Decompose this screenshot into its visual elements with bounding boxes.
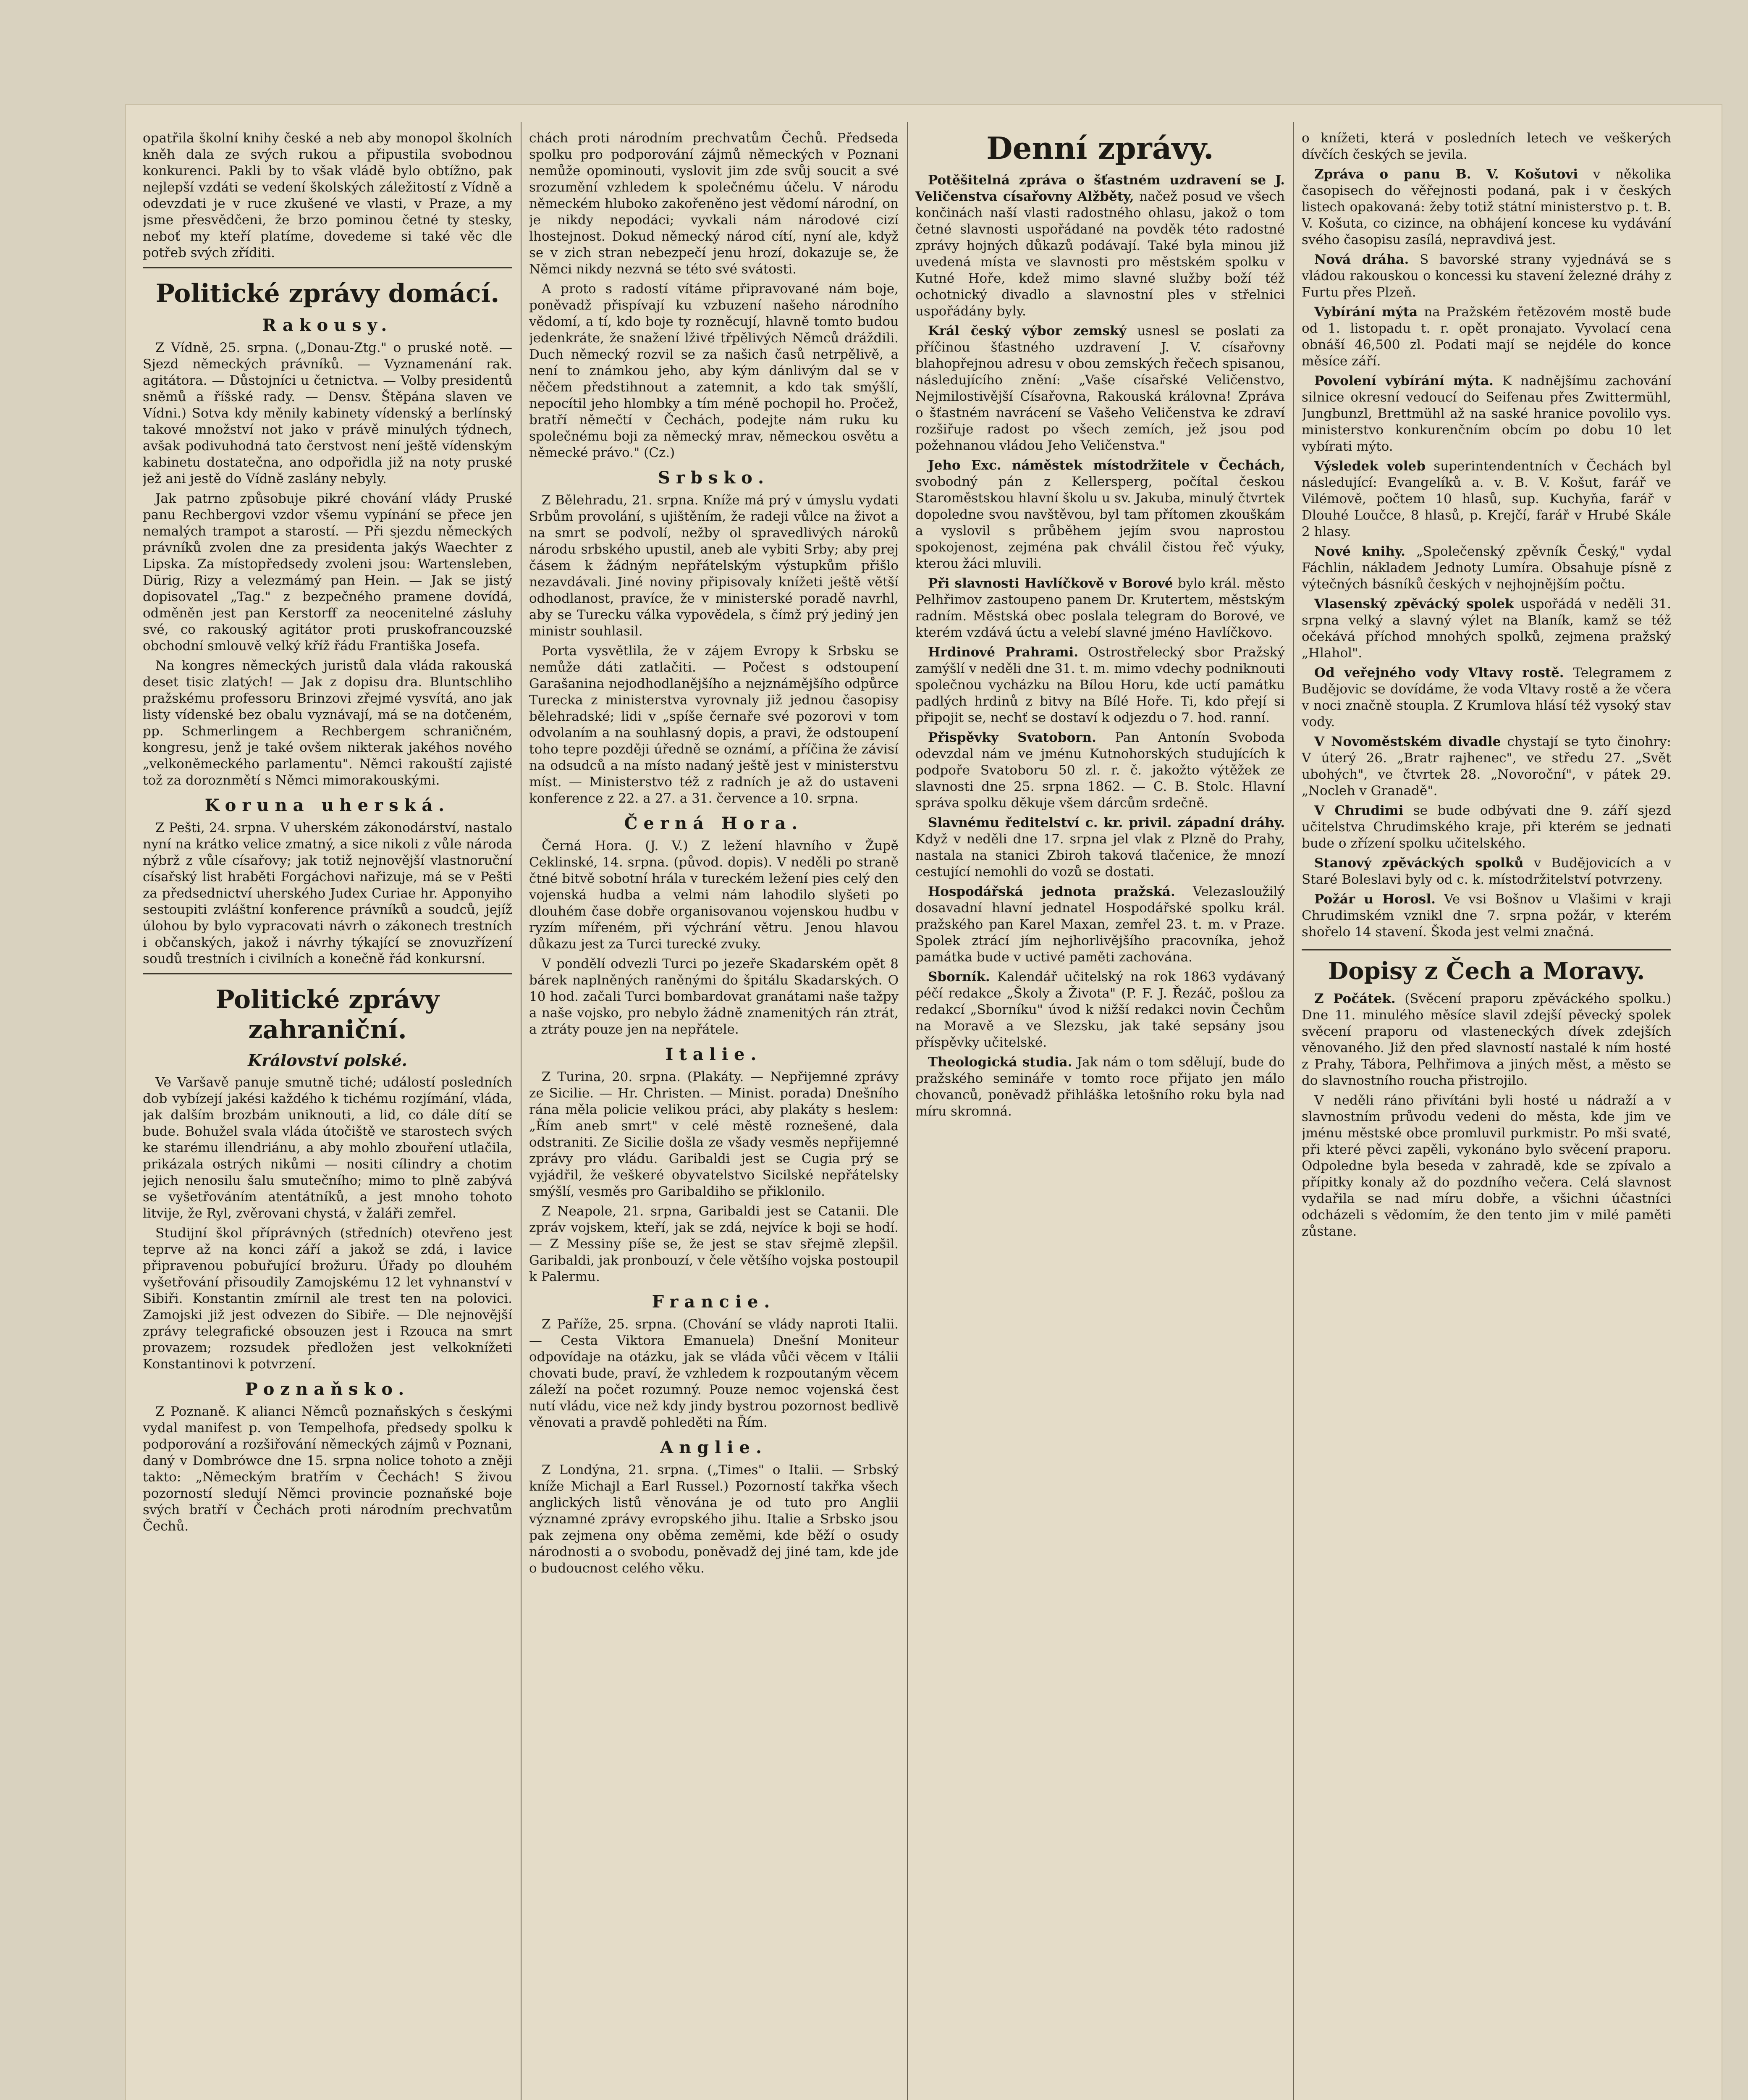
- news-body: usnesl se poslati za příčinou šťastného uzdravení J. V. císařovny blahopřejnou adresu v obou zemských řečech spisanou, následujícího znění: „Vaše císařské Veličenstvo, Nejmilostivější Císařovna, Rakouská královna! Zpráva o šťastném navrácení se Vašeho Veličenstva ke zdraví rozšiřuje radost po všech zemích, jež jsou pod požehnanou vládou Jeho Veličenstva.": [915, 323, 1285, 453]
- news-title: Jeho Exc. náměstek místodržitele v Čechách,: [928, 458, 1285, 473]
- heading-daily-news: Denní zprávy.: [986, 130, 1214, 166]
- news-title: Zpráva o panu B. V. Košutovi: [1314, 167, 1578, 182]
- news-title: Nová dráha.: [1314, 252, 1409, 267]
- news-body: svobodný pán z Kellersperg, počítal českou Staroměstskou hlavní školu u sv. Jakuba, minulý čtvrtek dopoledne svou navštěvou, byl tam přítomen zkouškám a vyslovil s průběhem jejím svou naprostou spokojenost, zejména pak chválil čistou řeč výuky, kterou žáci mluvili.: [915, 474, 1285, 571]
- news-title: Slavnému ředitelství c. kr. privil. západní dráhy.: [928, 815, 1285, 830]
- heading-italy: Italie.: [665, 1045, 763, 1064]
- news-body: K nadnějšímu zachování silnice okresní vedoucí do Seifenau přes Zwittermühl, Jungbunzl, Brettmühl až na saské hranice povolilo vys. ministerstvo konkurenčním obcím po dobu 10 let vybírati mýto.: [1302, 373, 1671, 454]
- news-body: bylo král. město Pelhřimov zastoupeno panem Dr. Krutertem, městským radním. Městská obec poslala telegram do Borové, ve kterém vzdává úctu a velebí slavné jméno Havlíčkovo.: [915, 576, 1285, 640]
- heading-france: Francie.: [652, 1292, 776, 1312]
- news-title: Hospodářská jednota pražská.: [928, 884, 1175, 899]
- column-4: [1302, 130, 1671, 2100]
- column-3: [915, 130, 1285, 2100]
- article-paragraph: Na kongres německých juristů dala vláda rakouská deset tisic zlatých! — Jak z dopisu dra. Bluntschliho pražskému professoru Brinzovi zřejmé vysvítá, ano jak listy vídenské bez obalu vyznávají, má se na dotčeném, pp. Schmerlingem a Rechbergem schraničném, kongresu, jenž je také ovšem nikterak jakéhos nového „velkoněmeckého parlamentu". Němci rakouští zajisté tož za doroznmětí s Němci mimorakouskými.: [143, 658, 512, 788]
- article-paragraph: Z Pešti, 24. srpna. V uherském zákonodárství, nastalo nyní na krátko velice zmatný, a sice nikoli z vůle národa nýbrž z vůle císařovy; jak totiž nejnovější vlastnoruční císařský list hraběti Forgáchovi nařizuje, má se v Pešti za předsednictví uherského Judex Curiae hr. Apponyiho sestoupiti zvláštní konference právníků a soudců, jejíž úlohou by bylo vypracovati návrh o zákonech trestních i občanských, jakož i návrhy týkající se znovuzřízení soudů trestních i civilních a konečně řád konkursní.: [143, 820, 512, 966]
- newspaper-page: [126, 105, 1722, 2100]
- letter-body: (Svěcení praporu zpěváckého spolku.) Dne 11. minulého měsíce slavil zdejší pěvecký spolek svěcení praporu od vlasteneckých dívek zdejších věnovaného. Již den před slavností nastalé k ním hosté z Prahy, Tábora, Pelhřimova a jiných měst, a město se do slavnostního roucha přistrojilo.: [1302, 991, 1671, 1088]
- intro-paragraph: opatřila školní knihy české a neb aby monopol školních kněh dala ze svých rukou a připustila svobodnou konkurenci. Pakli by to však vládě bylo obtížno, pak nejlepší vzdáti se vedení školských záležitostí z Vídně a odevzdati je v ruce zkušené ve vlasti, v Praze, a my jsme přesvědčeni, že brzo pominou četné ty stesky, neboť my kteří platíme, dovedeme si také věc dle potřeb svých zříditi.: [143, 131, 512, 260]
- article-paragraph: Ve Varšavě panuje smutně tiché; událostí posledních dob vybízejí jakési každého k tichému rozjímání, vláda, jak dalším brozbám uniknouti, a lid, co dále dítí se bude. Bohužel svala vláda útočiště ve starostech svých ke starému illendriánu, a aby mohlo zbouření utlačila, prikázala ostrých nikůmi — nositi cílindry a chotim jejich nenosilu šalu smutečního; mimo to plně zabývá se vyšetřováním atentátníků, a jest mnoho tohoto litvije, že Ryl, zvěrovani chystá, v žaláři zemřel.: [143, 1075, 512, 1221]
- news-body: Velezasloužilý dosavadní hlavní jednatel Hospodářské spolku král. pražského pan Karel Maxan, zemřel 23. t. m. v Praze. Spolek ztrácí jím nejhorlivějšího pracovníka, jehož památka bude v uctivé paměti zachována.: [915, 884, 1285, 965]
- column-rule: [521, 122, 522, 2100]
- news-body: v několika časopisech do věřejnosti podaná, pak i v českých listech opakovaná: žeby totiž státní ministerstvo p. t. B. V. Košuta, co cizince, na obhájení koncese ku vydávání svého časopisu zasílá, nepravdivá jest.: [1302, 167, 1671, 247]
- article-paragraph: Z Turina, 20. srpna. (Plakáty. — Nepřijemné zprávy ze Sicilie. — Hr. Christen. — Minist. porada) Dnešního rána měla policie velikou práci, aby plakáty s heslem: „Řím aneb smrt" v celé městě roznešené, dala odstraniti. Ze Sicilie došla ze všady vesměs nepřijemné zprávy pro vládu. Garibaldi jest se Cugia prý se vyjádřil, že veškeré obyvatelstvo Sicilské nepřátelsky smýšlí, vesměs pro Garibaldiho se přiklonilo.: [529, 1069, 899, 1199]
- article-paragraph: Z Poznaně. K alianci Němců poznaňských s českými vydal manifest p. von Tempelhofa, předsedy spolku k podporování a rozšiřování německých zájmů v Poznani, daný v Dombrówce dne 15. srpna nolice tohoto a zněji takto: „Německým bratřím v Čechách! S živou pozorností sledují Němci provincie poznaňské boje svých bratří v Čechách proti národním prechvatům Čechů.: [143, 1404, 512, 1534]
- heading-montenegro: Černá Hora.: [624, 814, 804, 833]
- heading-hungary: Koruna uherská.: [204, 795, 451, 815]
- article-paragraph: Černá Hora. (J. V.) Z ležení hlavního v Župě Ceklinské, 14. srpna. (původ. dopis). V neděli po straně čtné bitvě sobotní hrála v tureckém ležení pies celý den vojenská hudba a velmi nám lahodilo slyšeti po dlouhém čase dobře organisovanou vojenskou hudbu v ryzím mířeném, při výchrání větru. Jenou hlavou důkazu jest za Turci turecké zvuky.: [529, 838, 899, 952]
- news-body: Jak nám o tom sdělují, bude do pražského semináře v tomto roce přijato jen málo chovanců, poněvadž přihláška letošního roku byla nad míru skromná.: [915, 1055, 1285, 1119]
- letter-title: Z Počátek.: [1314, 991, 1396, 1006]
- news-body: Ve vsi Bošnov u Vlašimi v kraji Chrudimském vznikl dne 7. srpna požár, v kterém shořelo 14 stavení. Škoda jest velmi značná.: [1302, 892, 1671, 940]
- news-body: Pan Antonín Svoboda odevzdal nám ve jménu Kutnohorských studujících k podpoře Svatoboru 50 zl. r. č. jakožto výtěžek ze slavnosti dne 25. srpna 1862. — C. B. Stolc. Hlavní správa spolku děkuje všem dárcům srdečně.: [915, 730, 1285, 811]
- news-title: Vlasenský zpěvácký spolek: [1314, 596, 1514, 612]
- news-title: Od veřejného vody Vltavy rostě.: [1314, 665, 1564, 680]
- article-paragraph: Z Bělehradu, 21. srpna. Kníže má prý v úmyslu vydati Srbům provolání, s ujištěním, že radeji vůlce na život a na smrt se podvolí, nežby ol spravedlivých nároků národu srbského upustil, aneb ale vybiti Srby; aby prej čásem k žádným nepřátelským výstupkům přišlo nezavdávali. Jiné noviny připisovaly knížeti ještě větší odhodlanost, pravíce, že v ministerské poradě navrhl, aby se Turecku válka vypovědela, s čímž prý jediný jen ministr souhlasil.: [529, 493, 899, 639]
- article-paragraph: Jak patrno způsobuje pikré chování vlády Pruské panu Rechbergovi vzdor všemu vypínání se přece jen nemalých trampot a starostí. — Při sjezdu německých právníků zvolen dne za presidenta jakýs Waechter z Lipska. Za místopředsedy zvoleni jsou: Wartensleben, Dürig, Rizy a velezmámý pan Hein. — Jak se jistý dopisovatel „Tag." z bezpečného pramene dovídá, odměněn jest pan Kerstorff za neocenitelné zásluhy své, co rakouský agitátor proti pruskofrancouzské obchodní smlouvě velký kříž řádu Františka Josefa.: [143, 491, 512, 654]
- news-body: „Společenský zpěvník Český," vydal Fáchlin, nákladem Jednoty Lumíra. Obsahuje písně z výtečných básníků českých v nejhojnějším počtu.: [1302, 544, 1671, 592]
- news-body: se bude odbývati dne 9. září sjezd učitelstva Chrudimského kraje, při kterém se jednati bude o zřízení spolku učitelského.: [1302, 803, 1671, 851]
- news-title: V Novoměstském divadle: [1314, 734, 1501, 749]
- news-title: V Chrudimi: [1314, 803, 1404, 818]
- news-body: S bavorské strany vyjednává se s vládou rakouskou o koncessi ku stavení železné dráhy z Furtu přes Plzeň.: [1302, 252, 1671, 300]
- news-title: Požár u Horosl.: [1314, 892, 1436, 907]
- news-title: Vybírání mýta: [1314, 304, 1418, 320]
- news-body: chystají se tyto činohry: V úterý 26. „Bratr rajhenec", ve středu 27. „Svět ubohých", ve čtvrtek 28. „Novoroční", v pátek 29. „Nocleh v Granadě".: [1302, 734, 1671, 798]
- news-title: Výsledek voleb: [1314, 459, 1426, 474]
- news-title: Nové knihy.: [1314, 544, 1405, 559]
- heading-posnania: Poznaňsko.: [245, 1379, 410, 1399]
- article-paragraph: A proto s radostí vítáme připravované nám boje, poněvadž přispívají ku vzbuzení našeho národního vědomí, a tí, kdo boje ty rozněcují, hlavně tomto budou jedenkráte, že snažení lživé třpělivých Němců dráždili. Duch německý rozvil se za našich časů netrpělivě, a není to známkou jeho, aby kým dánlivým dal se v něčem předstihnout a zatemnit, a kdo tak smýšlí, nepocítil jeho hlombky a tím méně pochopil ho. Pročež, bratří němečtí v Čechách, podejte nám ruku ku společnému boji za německý mrav, německou osvětu a německé právo." (Cz.): [529, 281, 899, 460]
- news-body: Kalendář učitelský na rok 1863 vydávaný péčí redakce „Školy a Života" (P. F. J. Řezáč, pošlou za redakcí „Sborníku" úvod k nižší redakci novin Čechům na Moravě a ve Slezsku, jak také sepsány jsou příspěvky učitelské.: [915, 969, 1285, 1050]
- heading-serbia: Srbsko.: [658, 468, 770, 488]
- news-body: načež posud ve všech končinách naší vlasti radostného ohlasu, jakož o tom četné slavnosti uspořádané na povděk této radostné zprávy hojných důkazů podávají. Také byla minou již uvedená místa ve slavnosti pro městském spolku v Kutné Hoře, kdež mimo slavné služby boží též ochotnický divadlo a slavnostní ples v střelnici uspořádány byly.: [915, 189, 1285, 319]
- column-rule: [907, 122, 908, 2100]
- heading-austria: Rakousy.: [262, 315, 393, 335]
- news-body: Telegramem z Budějovic se dovídáme, že voda Vltavy rostě a že včera v noci značně stoupla. Z Krumlova hlásí též vysoký stav vody.: [1302, 665, 1671, 730]
- heading-foreign: Politické zprávy zahraniční.: [215, 985, 440, 1045]
- column-2: [529, 130, 899, 2100]
- news-title: Král český výbor zemský: [928, 323, 1127, 339]
- news-body: o knížeti, která v posledních letech ve veškerých dívčích českých se jevila.: [1302, 131, 1671, 162]
- heading-england: Anglie.: [660, 1438, 768, 1457]
- news-title: Při slavnosti Havlíčkově v Borové: [928, 576, 1173, 591]
- heading-letters: Dopisy z Čech a Moravy.: [1302, 949, 1671, 986]
- news-body: v Budějovicích a v Staré Boleslavi byly od c. k. místodržitelství potvrzeny.: [1302, 856, 1671, 887]
- news-body: superintendentních v Čechách byl následující: Evangelíků a. v. B. V. Košut, farář ve Vilémově, počtem 10 hlasů, sup. Kuchyňa, farář v Dlouhé Loučce, 8 hlasů, p. Krejčí, farář v Hrubé Skále 2 hlasy.: [1302, 459, 1671, 539]
- article-paragraph: Z Neapole, 21. srpna, Garibaldi jest se Catanii. Dle zpráv vojskem, kteří, jak se zdá, nejvíce k boji se hodí. — Z Messiny píše se, že jest se stav sřejmě zlepšil. Garibaldi, jak pronbouzí, v čele většího vojska postoupil k Palermu.: [529, 1204, 899, 1284]
- article-paragraph: Z Vídně, 25. srpna. („Donau-Ztg." o pruské notě. — Sjezd německých právníků. — Vyznamenání rak. agitátora. — Důstojníci u četnictva. — Volby presidentů sněmů a říšské rady. — Densv. Štěpána slaven ve Vídni.) Sotva kdy měnily kabinety vídenský a berlínský takové množství not jako v právě minulých týdnech, avšak podivuhodná tato čerstvost není ještě vídenským kabinetu dostatečna, ano odpořidla již na noty pruské jež ani jestě do Vídně zaslány nebyly.: [143, 340, 512, 486]
- news-body: Když v neděli dne 17. srpna jel vlak z Plzně do Prahy, nastala na stanici Zbiroh taková tlačenice, že mnozí cestující nemohli do vozů se dostati.: [915, 832, 1285, 879]
- news-title: Stanový zpěváckých spolků: [1314, 856, 1524, 871]
- news-body: na Pražském řetězovém mostě bude od 1. listopadu t. r. opět pronajato. Vyvolací cena obnáší 46,500 zl. Podati mají se nejdéle do konce měsíce září.: [1302, 304, 1671, 369]
- news-body: uspořádá v neděli 31. srpna velký a slavný výlet na Blaník, kamž se též očekává příchod mnohých spolků, zejmena pražský „Hlahol".: [1302, 596, 1671, 661]
- news-title: Povolení vybírání mýta.: [1314, 373, 1494, 388]
- article-paragraph: Porta vysvětlila, že v zájem Evropy k Srbsku se nemůže dáti zatlačiti. — Počest s odstoupení Garašanina nejodhodlanějšího a nejznámějšího odpůrce Turecka z ministerstva vyrovnaly již jednou časopisy bělehradské; lidi v „spíše černaře své pozorovi v tom odvolaním a na souhlasný dopis, a pravi, že odstoupení toho tepre později úředně se oznámí, a příčina že závisí na odsudců a na místo nadaný ještě jest v ministerstvu míst. — Ministerstvo též z radních je až do ustaveni konference z 22. a 27. a 31. července a 10. srpna.: [529, 643, 899, 806]
- article-paragraph: V pondělí odvezli Turci po jezeře Skadarském opět 8 bárek naplněných raněnými do špitálu Skadarských. O 10 hod. začali Turci bombardovat granátami naše tažpy a naše vojsko, pro nebylo žádně znamenitých rán ztrát, a ztráty pouze jen na nepřátele.: [529, 956, 899, 1037]
- news-title: Theologická studia.: [928, 1055, 1072, 1070]
- news-title: Potěšitelná zpráva o šťastném uzdravení se J. Veličenstva císařovny Alžběty,: [915, 173, 1285, 204]
- column-1: [143, 130, 512, 2100]
- divider: [143, 973, 512, 974]
- article-paragraph: chách proti národním prechvatům Čechů. Předseda spolku pro podporování zájmů německých v Poznani nemůže opominouti, vyslovit jim zde svůj soucit a své srozumění vzhledem k společnému účelu. V národu německém hluboko zakořeněno jest vědomí národní, on je nikdy nepodáci; vyvkali nám národové cizí lhostejnost. Dokud německý národ cítí, nyní ale, když se v zich stran nebezpečí jenu hrozí, dokazuje se, že Němci nikdy nezvná se této své svátosti.: [529, 131, 899, 277]
- heading-poland: Království polské.: [248, 1051, 407, 1070]
- divider: [143, 267, 512, 268]
- article-paragraph: Z Londýna, 21. srpna. („Times" o Italii. — Srbský kníže Michajl a Earl Russel.) Pozorností takřka všech anglických listů věnována je od tuto pro Anglii významné zprávy evropského jihu. Italie a Srbsko jsou pak zejmena ony oběma zeměmi, kde běží o osudy národnosti a o svobodu, poněvadž dej jiné tam, kde jde o budoucnost celého věku.: [529, 1462, 899, 1576]
- article-paragraph: Z Paříže, 25. srpna. (Chování se vlády naproti Italii. — Cesta Viktora Emanuela) Dnešní Moniteur odpovídaje na otázku, jak se vláda vůči věcem v Itálii chovati bude, praví, že vzhledem k rozpoutaným věcem záleží na počet rozumný. Pouze nemoc vojenská čest nutí vládu, vice než kdy jindy bystrou pozornost bedlivě věnovati a pravdě pohleděti na Řím.: [529, 1317, 899, 1430]
- news-title: Sborník.: [928, 969, 990, 984]
- heading-domestic: Politické zprávy domácí.: [155, 279, 500, 308]
- letter-body: V neděli ráno přivítáni byli hosté u nádraží a v slavnostním průvodu vedeni do města, kde jim ve jménu městské obce promluvil purkmistr. Po mši svaté, při které pěvci zapěli, vykonáno bylo svěcení praporu. Odpoledne byla beseda v zahradě, kde se zpívalo a přípitky konaly až do pozdního večera. Celá slavnost vydařila se nad míru dobře, a všichni účastníci odcházeli s vědomím, že den tento jim v milé paměti zůstane.: [1302, 1093, 1671, 1239]
- news-title: Přispěvky Svatoborn.: [928, 730, 1096, 745]
- news-body: Ostrostřelecký sbor Pražský zamýšlí v neděli dne 31. t. m. mimo vdechy podniknouti společnou vycházku na Bílou Horu, kde uctí památku padlých hrdinů z bitvy na Bílé Hoře. Ti, kdo přejí si připojit se, nechť se dostaví k odjezdu o 7. hod. ranní.: [915, 645, 1285, 725]
- article-paragraph: Studijní škol příprávných (středních) otevřeno jest teprve až na konci září a jakož se zdá, i lavice připravenou pobuřující brožuru. Úřady po dlouhém vyšetřování přisoudily Zamojskému 12 let vyhnanství v Sibiři. Konstantin zmírnil ale trest ten na polovici. Zamojski již jest odvezen do Sibiře. — Dle nejnovější zprávy telegrafické obsouzen jest i Rzouca na smrt provazem; rozsudek předložen jest velkoknížeti Konstantinovi k potvrzení.: [143, 1226, 512, 1372]
- column-rule: [1293, 122, 1294, 2100]
- news-title: Hrdinové Prahrami.: [928, 645, 1079, 660]
